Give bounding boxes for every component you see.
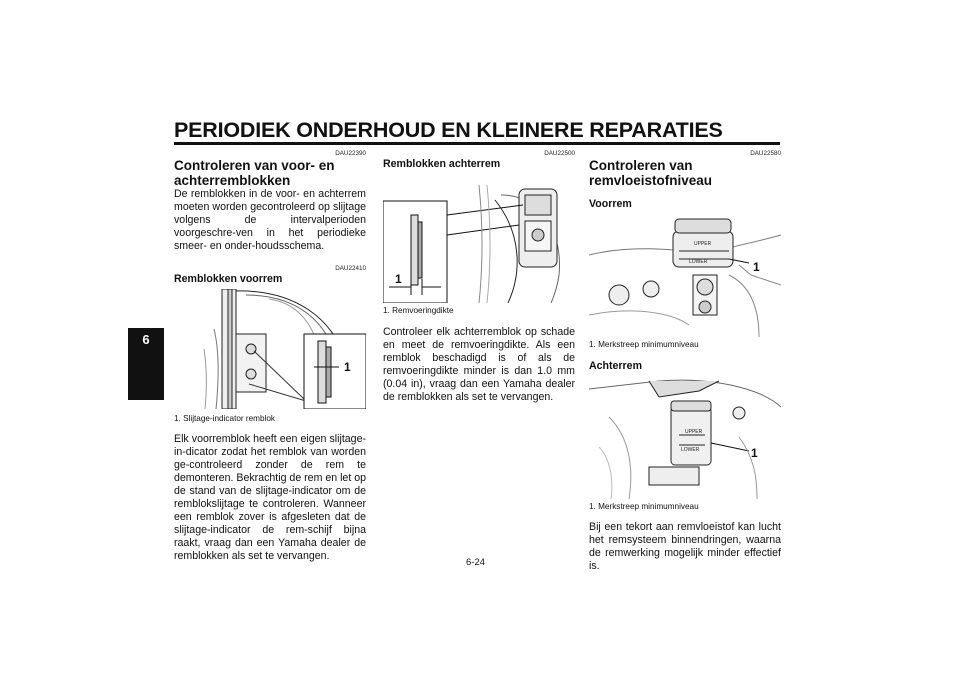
intro-paragraph: De remblokken in de voor- en achterrem moeten worden gecontroleerd op slijtage volgens de intervalperioden voorgeschre-ven in het periodieke smeer- en onder-houdsschema. xyxy=(174,188,366,252)
body-paragraph: Bij een tekort aan remvloeistof kan lucht het remsysteem binnendringen, waarna de remwerking mogelijk minder effectief is. xyxy=(589,521,781,572)
figure-front-reservoir xyxy=(589,215,781,337)
figure-front-brake-pads xyxy=(174,289,366,409)
subheading-front-brake: Remblokken voorrem xyxy=(174,273,283,285)
page-number: 6-24 xyxy=(466,557,486,568)
doc-code: DAU22500 xyxy=(544,150,575,157)
chapter-tab xyxy=(128,328,164,400)
figure-callout: 1 xyxy=(344,360,351,374)
figure-callout: 1 xyxy=(753,260,760,274)
reservoir-lower-label: LOWER xyxy=(681,447,700,453)
figure-rear-brake-pads xyxy=(383,175,575,303)
figure-callout: 1 xyxy=(395,272,402,286)
body-paragraph: Elk voorremblok heeft een eigen slijtage-in-dicator zodat het remblok van worden ge-controleerd zonder de rem te demonteren. Bekrachtig de rem en let op de stand van de slijtage-indicator om de remblokslijtage te controleren. Wanneer een remblok zover is afgesleten dat de slijtage-indicator de rem-schijf bijna raakt, vraag dan een Yamaha dealer de remblokken als set te vervangen. xyxy=(174,433,366,562)
page-header-title: PERIODIEK ONDERHOUD EN KLEINERE REPARATIES xyxy=(174,118,723,142)
reservoir-lower-label: LOWER xyxy=(689,259,708,265)
column-rear-brake xyxy=(383,150,575,404)
doc-code: DAU22410 xyxy=(335,265,366,272)
figure-rear-reservoir xyxy=(589,377,781,499)
figure-caption: 1. Merkstreep minimumniveau xyxy=(589,340,699,349)
subheading-front: Voorrem xyxy=(589,198,632,210)
column-brake-fluid xyxy=(589,150,781,573)
figure-caption: 1. Merkstreep minimumniveau xyxy=(589,502,699,511)
chapter-number: 6 xyxy=(142,332,150,347)
reservoir-upper-label: UPPER xyxy=(685,429,703,435)
figure-caption: 1. Remvoeringdikte xyxy=(383,306,454,315)
figure-caption: 1. Slijtage-indicator remblok xyxy=(174,414,276,423)
section-heading: Controleren van voor- en achterremblokken xyxy=(174,158,335,188)
section-heading: Controleren van remvloeistofniveau xyxy=(589,158,713,188)
subheading-rear: Achterrem xyxy=(589,360,642,372)
doc-code: DAU22390 xyxy=(335,150,366,157)
figure-callout: 1 xyxy=(751,446,758,460)
doc-code: DAU22580 xyxy=(750,150,781,157)
subheading-rear-brake: Remblokken achterrem xyxy=(383,158,501,170)
header-rule xyxy=(174,142,780,145)
reservoir-upper-label: UPPER xyxy=(694,241,712,247)
column-front-brake xyxy=(174,150,366,563)
body-paragraph: Controleer elk achterremblok op schade en meet de remvoeringdikte. Als een remblok beschadigd is of als de remvoeringdikte minder is dan 1.0 mm (0.04 in), vraag dan een Yamaha dealer de remblokken als set te vervangen. xyxy=(383,326,575,403)
